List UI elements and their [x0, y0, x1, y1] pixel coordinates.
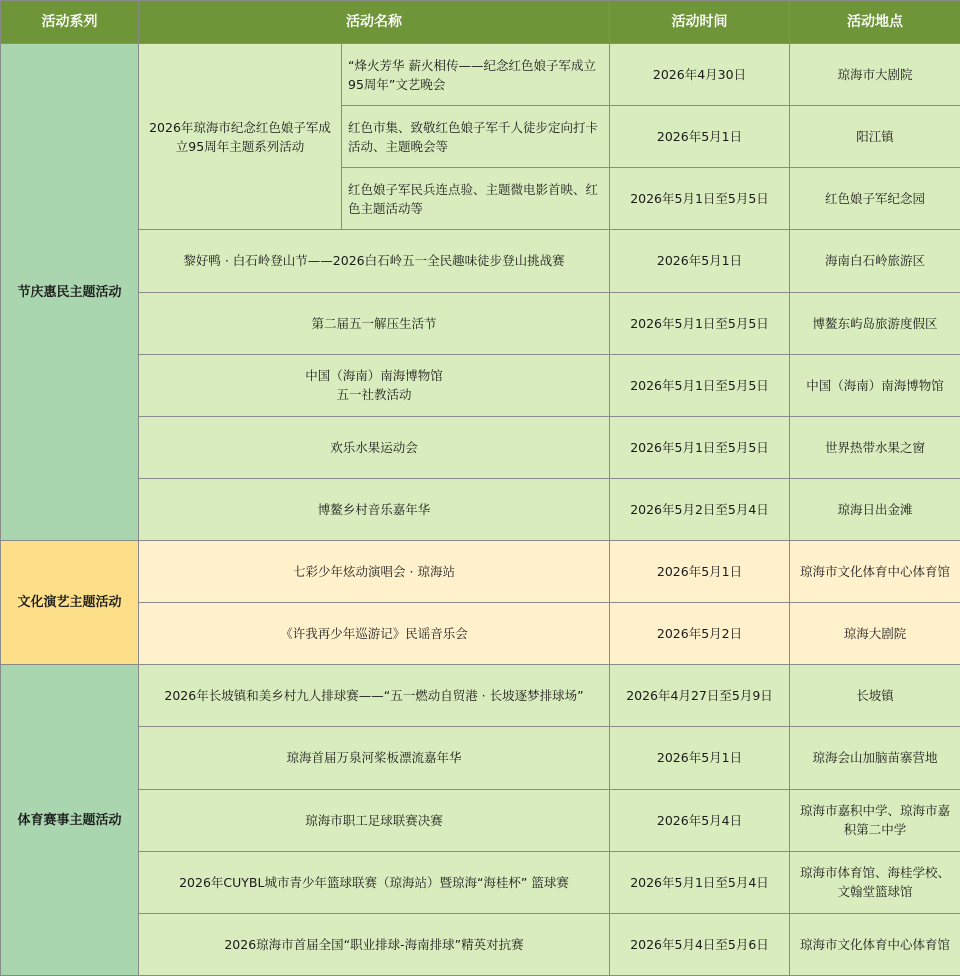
event-time: 2026年5月1日: [610, 541, 790, 603]
event-location: 琼海市大剧院: [790, 44, 960, 106]
event-time: 2026年5月4日至5月6日: [610, 913, 790, 975]
table-row: [1, 292, 960, 354]
event-location: 琼海日出金滩: [790, 478, 960, 540]
event-time: 2026年5月2日: [610, 603, 790, 665]
table-row: [1, 789, 960, 851]
table-row: [1, 665, 960, 727]
table-row: [1, 230, 960, 292]
header-name: 活动名称: [139, 1, 610, 44]
event-location: 琼海市嘉积中学、琼海市嘉积第二中学: [790, 789, 960, 851]
table-row: [1, 913, 960, 975]
event-time: 2026年5月1日: [610, 727, 790, 789]
event-location: 琼海会山加脑苗寨营地: [790, 727, 960, 789]
event-time: 2026年5月1日至5月5日: [610, 416, 790, 478]
event-name: 2026琼海市首届全国“职业排球-海南排球”精英对抗赛: [139, 913, 610, 975]
header-location: 活动地点: [790, 1, 960, 44]
event-name: 2026年长坡镇和美乡村九人排球赛——“五一燃动自贸港 · 长坡逐梦排球场”: [139, 665, 610, 727]
parent-event-name: 2026年琼海市纪念红色娘子军成立95周年主题系列活动: [139, 44, 342, 230]
event-location: 阳江镇: [790, 106, 960, 168]
table-row: [1, 603, 960, 665]
event-name: 琼海首届万泉河桨板漂流嘉年华: [139, 727, 610, 789]
event-name: 红色娘子军民兵连点验、主题微电影首映、红色主题活动等: [342, 168, 610, 230]
event-time: 2026年4月30日: [610, 44, 790, 106]
event-location: 琼海市文化体育中心体育馆: [790, 913, 960, 975]
event-time: 2026年5月1日至5月5日: [610, 354, 790, 416]
event-location: 世界热带水果之窗: [790, 416, 960, 478]
event-name: 2026年CUYBL城市青少年篮球联赛（琼海站）暨琼海“海桂杯” 篮球赛: [139, 851, 610, 913]
series-sport: 体育赛事主题活动: [1, 665, 139, 976]
event-name: 红色市集、致敬红色娘子军千人徒步定向打卡活动、主题晚会等: [342, 106, 610, 168]
table-row: [1, 851, 960, 913]
table-row: [1, 478, 960, 540]
event-location: 中国（海南）南海博物馆: [790, 354, 960, 416]
table-row: [1, 416, 960, 478]
event-name: 博鳌乡村音乐嘉年华: [139, 478, 610, 540]
header-time: 活动时间: [610, 1, 790, 44]
event-time: 2026年5月1日至5月4日: [610, 851, 790, 913]
table-row: [1, 44, 960, 106]
series-holiday: 节庆惠民主题活动: [1, 44, 139, 541]
event-location: 琼海大剧院: [790, 603, 960, 665]
event-name: 欢乐水果运动会: [139, 416, 610, 478]
event-name: 《许我再少年巡游记》民谣音乐会: [139, 603, 610, 665]
event-name: 琼海市职工足球联赛决赛: [139, 789, 610, 851]
header-series: 活动系列: [1, 1, 139, 44]
header-row: [1, 1, 960, 44]
event-location: 海南白石岭旅游区: [790, 230, 960, 292]
event-location: 红色娘子军纪念园: [790, 168, 960, 230]
event-location: 琼海市体育馆、海桂学校、文翰堂篮球馆: [790, 851, 960, 913]
event-time: 2026年5月1日: [610, 106, 790, 168]
event-name: 七彩少年炫动演唱会 · 琼海站: [139, 541, 610, 603]
event-name: “烽火芳华 薪火相传——纪念红色娘子军成立95周年”文艺晚会: [342, 44, 610, 106]
series-culture: 文化演艺主题活动: [1, 541, 139, 665]
table-row: [1, 541, 960, 603]
table-row: [1, 354, 960, 416]
event-location: 长坡镇: [790, 665, 960, 727]
event-time: 2026年4月27日至5月9日: [610, 665, 790, 727]
event-name: 黎好鸭 · 白石岭登山节——2026白石岭五一全民趣味徒步登山挑战赛: [139, 230, 610, 292]
event-time: 2026年5月1日: [610, 230, 790, 292]
event-time: 2026年5月1日至5月5日: [610, 168, 790, 230]
event-time: 2026年5月4日: [610, 789, 790, 851]
event-name: 第二届五一解压生活节: [139, 292, 610, 354]
table-row: [1, 727, 960, 789]
event-location: 琼海市文化体育中心体育馆: [790, 541, 960, 603]
event-location: 博鳌东屿岛旅游度假区: [790, 292, 960, 354]
event-time: 2026年5月2日至5月4日: [610, 478, 790, 540]
event-name: 中国（海南）南海博物馆 五一社教活动: [139, 354, 610, 416]
event-time: 2026年5月1日至5月5日: [610, 292, 790, 354]
